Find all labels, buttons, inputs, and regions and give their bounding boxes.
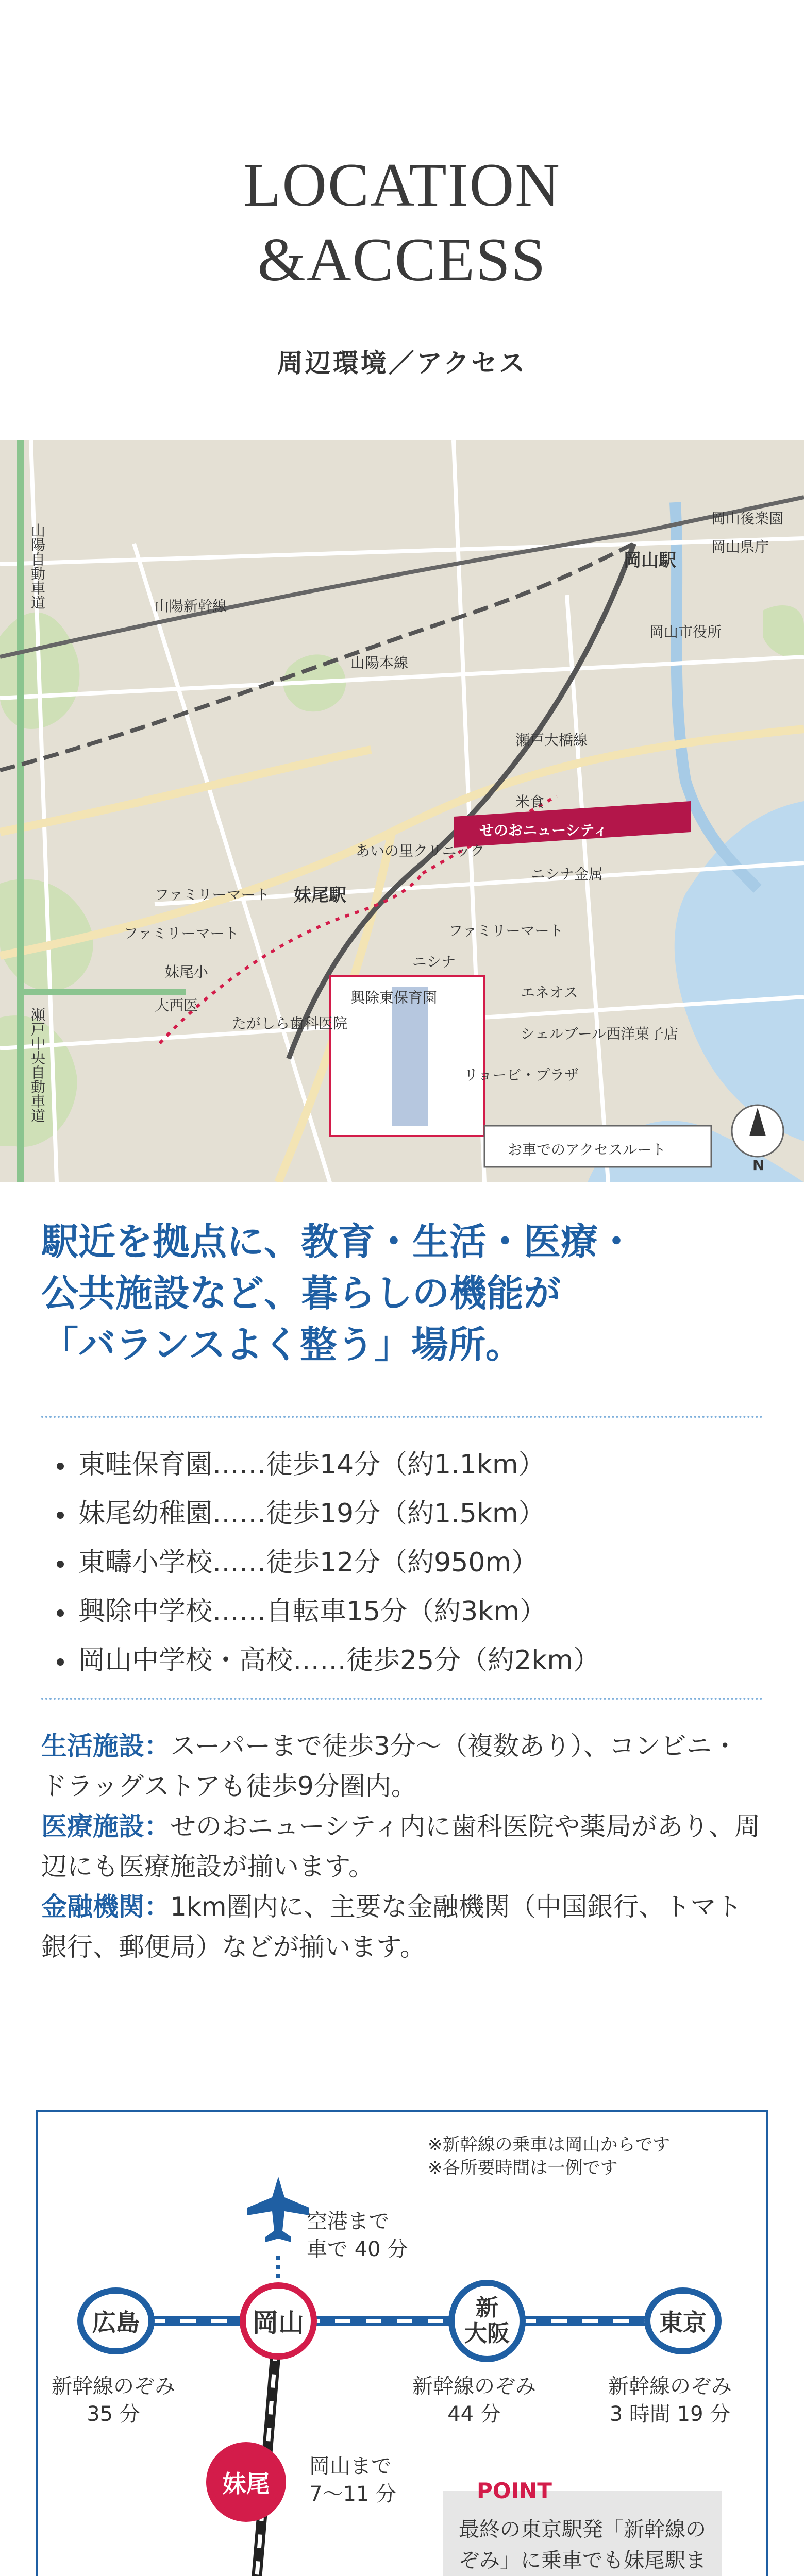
city-shin-osaka (448, 2280, 526, 2362)
city-seno (206, 2442, 286, 2522)
to-hiroshima-time: 新幹線のぞみ 35 分 (52, 2375, 175, 2426)
compass-north-label: N (752, 1157, 765, 1174)
new-city-label: せのおニューシティ (479, 822, 608, 839)
city-seno-label: 妹尾 (222, 2469, 270, 2498)
ryobi-label: リョービ・プラザ (464, 1066, 579, 1083)
school-text: 東畦保育園……徒歩14分（約1.1km） (78, 1449, 545, 1480)
nishina-kinzoku-label: ニシナ金属 (531, 866, 604, 883)
airport-time: 空港まで 車で 40 分 (307, 2210, 408, 2261)
seno-station-label: 妹尾駅 (294, 885, 346, 906)
sanyo-expressway-label: 山陽自動車道 (29, 523, 46, 609)
city-hiroshima (77, 2287, 155, 2354)
title-location: LOCATION (243, 150, 561, 219)
to-osaka-time: 新幹線のぞみ 44 分 (412, 2375, 536, 2426)
okayama-station-label: 岡山駅 (624, 550, 676, 571)
school-text: 岡山中学校・高校……徒歩25分（約2km） (78, 1645, 600, 1676)
shell-label: シェルブール西洋菓子店 (521, 1025, 679, 1042)
aino-clinic-label: あいの里クリニック (356, 842, 485, 859)
setochuo-expressway-label: 瀬戸中央自動車道 (29, 1007, 46, 1123)
access-note-1: ※新幹線の乗車は岡山からです (428, 2134, 671, 2155)
to-okayama-time: 岡山まで 7〜11 分 (309, 2454, 397, 2506)
jr-line-label: 瀬戸大橋線 (515, 732, 588, 749)
korakuen-label: 岡山後楽園 (711, 510, 784, 527)
city-okayama-label: 岡山 (253, 2308, 304, 2338)
route-note-label: お車でのアクセスルート (508, 1141, 666, 1158)
airplane-icon (258, 2179, 299, 2221)
finance-label: 金融機関： (41, 1892, 170, 1922)
to-tokyo-time: 新幹線のぞみ 3 時間 19 分 (608, 2375, 732, 2426)
access-note-2: ※各所要時間は一例です (428, 2158, 618, 2178)
school-text: 興除中学校……自転車15分（約3km） (78, 1596, 547, 1627)
life-text: スーパーまで徒歩3分〜（複数あり）、コンビニ・ドラッグストアも徒歩9分圏内。 (41, 1731, 738, 1801)
onishi-label: 大西医 (155, 997, 198, 1014)
tagashira-label: たがしら歯科医院 (232, 1015, 348, 1032)
familymart-a-label: ファミリーマート (155, 886, 270, 903)
nishina-label: ニシナ (412, 953, 456, 970)
city-hiroshima-label: 広島 (92, 2309, 140, 2336)
sanyo-line-label: 山陽本線 (350, 654, 409, 671)
familymart-c-label: ファミリーマート (448, 922, 564, 939)
familymart-b-label: ファミリーマート (124, 925, 239, 942)
life-label: 生活施設： (41, 1731, 170, 1761)
city-okayama (240, 2282, 317, 2360)
city-tokyo (644, 2287, 722, 2354)
medical-label: 医療施設： (41, 1811, 170, 1841)
city-tokyo-label: 東京 (659, 2309, 707, 2336)
ukan-label: 米食 (515, 793, 545, 810)
lifestyle-heading-line1: 駅近を拠点に、教育・生活・医療・ (41, 1219, 635, 1263)
sanyo-shinkansen-label: 山陽新幹線 (155, 598, 227, 615)
medical-text: せのおニューシティ内に歯科医院や薬局があり、周辺にも医療施設が揃います。 (41, 1811, 760, 1882)
lifestyle-heading-line2: 公共施設など、暮らしの機能が (41, 1271, 561, 1315)
city-office-label: 岡山市役所 (649, 623, 722, 640)
city-shin-osaka-label: 新 大阪 (464, 2295, 510, 2347)
eneos-label: エネオス (521, 984, 578, 1001)
page-subtitle: 周辺環境／アクセス (277, 348, 527, 378)
prefecture-office-label: 岡山県庁 (711, 538, 769, 555)
seno-elem-label: 妹尾小 (165, 963, 209, 980)
point-label: POINT (477, 2478, 552, 2503)
school-text: 妹尾幼稚園……徒歩19分（約1.5km） (78, 1498, 545, 1529)
lifestyle-heading-line3: 「バランスよく整う」場所。 (41, 1323, 523, 1366)
point-text: 最終の東京駅発「新幹線のぞみ」に乗車でも妹尾駅ま (459, 2518, 706, 2572)
school-text: 東疇小学校……徒歩12分（約950m） (78, 1547, 539, 1578)
finance-text: 1km圏内に、主要な金融機関（中国銀行、トマト銀行、郵便局）などが揃います。 (41, 1892, 742, 1962)
title-access: &ACCESS (257, 225, 547, 294)
kojo-label: 興除東保育園 (350, 989, 438, 1006)
